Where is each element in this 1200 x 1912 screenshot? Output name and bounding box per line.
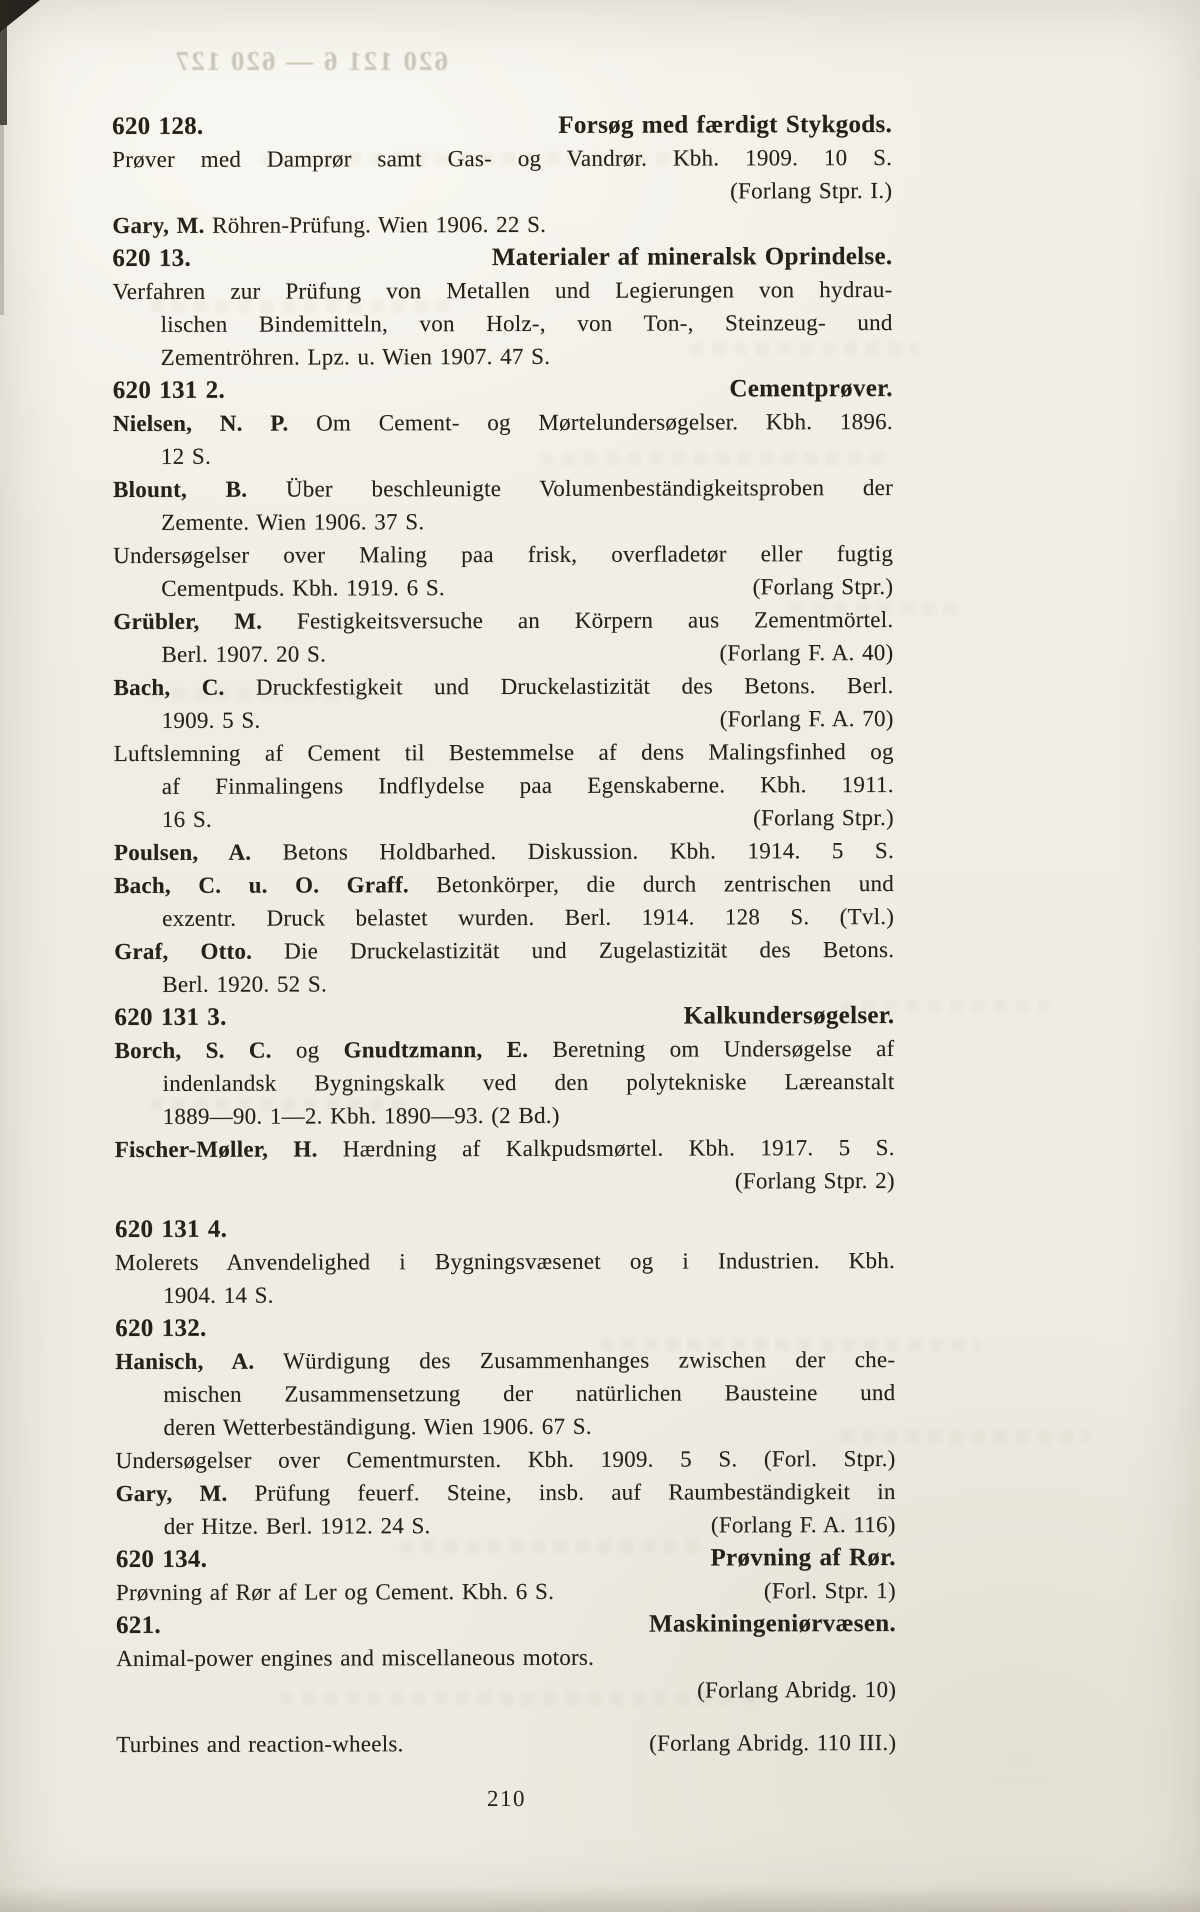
entry-line	[112, 207, 892, 242]
entry-text: Borch, S. C. og Gnudtzmann, E. Beretning om Undersøgelse af	[114, 1035, 895, 1063]
entry-line	[114, 834, 894, 869]
entry-text: 620 13.	[112, 244, 192, 272]
section-header-line	[113, 372, 893, 407]
entry-right-text: (Forlang Stpr.)	[753, 804, 894, 831]
entry-line	[113, 603, 893, 638]
entry-line	[115, 1442, 895, 1477]
entry-text: 1889—90. 1—2. Kbh. 1890—93. (2 Bd.)	[162, 1102, 560, 1129]
entry-right-text: Cementprøver.	[729, 374, 893, 403]
entry-line	[113, 669, 893, 704]
entry-text: indenlandsk Bygningskalk ved den polytekniske Læreanstalt	[162, 1068, 895, 1096]
entry-line	[116, 1726, 896, 1761]
text-block	[112, 108, 896, 1813]
entry-text: lischen Bindemitteln, von Holz-, von Ton-, Steinzeug- und	[160, 309, 893, 337]
entry-text: 620 132.	[115, 1314, 207, 1342]
entry-line	[114, 966, 894, 1001]
page-number: 210	[486, 1785, 526, 1812]
entry-text: der Hitze. Berl. 1912. 24 S.	[163, 1513, 431, 1539]
section-header-line	[116, 1607, 896, 1642]
entry-text: 16 S.	[161, 806, 212, 832]
entry-text: Cementpuds. Kbh. 1919. 6 S.	[161, 575, 445, 601]
entry-text: Zementröhren. Lpz. u. Wien 1907. 47 S.	[160, 343, 551, 370]
entry-text: Poulsen, A. Betons Holdbarhed. Diskussion. Kbh. 1914. 5 S.	[113, 837, 894, 865]
entry-line	[114, 867, 894, 902]
entry-line	[113, 570, 893, 605]
entry-right-text: Kalkundersøgelser.	[683, 1001, 895, 1030]
entry-line	[114, 900, 894, 935]
section-header-line	[115, 1211, 895, 1246]
entry-line	[115, 1409, 895, 1444]
entry-text: 620 134.	[115, 1545, 208, 1573]
entry-line	[116, 1508, 896, 1543]
entry-right-text: Maskiningeniørvæsen.	[648, 1609, 897, 1638]
section-header-line	[114, 999, 894, 1034]
entry-right-text: Prøvning af Rør.	[710, 1543, 896, 1572]
entry-right-text: (Forlang F. A. 116)	[710, 1511, 896, 1538]
entry-text: Molerets Anvendelighed i Bygningsvæsenet og i Industrien. Kbh.	[114, 1247, 896, 1275]
entry-line	[113, 438, 893, 473]
entry-text: mischen Zusammensetzung der natürlichen Bausteine und	[163, 1379, 896, 1407]
entry-text: Zemente. Wien 1906. 37 S.	[161, 509, 425, 535]
entry-text: 620 131 2.	[112, 376, 226, 404]
entry-line	[116, 1673, 896, 1708]
entry-right-text: Materialer af mineralsk Oprindelse.	[491, 242, 893, 272]
entry-line	[115, 1131, 895, 1166]
entry-text: Fischer-Møller, H. Hærdning af Kalkpudsmørtel. Kbh. 1917. 5 S.	[114, 1134, 895, 1162]
entry-text: 620 128.	[112, 112, 204, 140]
entry-right-text: (Forlang F. A. 40)	[719, 639, 894, 666]
entry-right-text: (Forlang Abridg. 110 III.)	[649, 1729, 897, 1756]
entry-text: Gary, M. Prüfung feuerf. Steine, insb. auf Raumbeständigkeit in	[115, 1478, 896, 1506]
entry-text: Nielsen, N. P. Om Cement- og Mørtelundersøgelser. Kbh. 1896.	[112, 408, 893, 436]
entry-line	[115, 1343, 895, 1378]
entry-line	[113, 636, 893, 671]
entry-line	[114, 768, 894, 803]
entry-line	[112, 273, 892, 308]
entry-line	[113, 405, 893, 440]
entry-line	[115, 1376, 895, 1411]
section-header-line	[116, 1541, 896, 1576]
entry-line	[114, 933, 894, 968]
entry-line	[113, 339, 893, 374]
entry-text: Bach, C. u. O. Graff. Betonkörper, die durch zentrischen und	[113, 870, 895, 898]
entry-line	[115, 1164, 895, 1199]
entry-text: 1904. 14 S.	[163, 1282, 274, 1308]
entry-text: Turbines and reaction-wheels.	[116, 1731, 404, 1757]
entry-text: Blount, B. Über beschleunigte Volumenbeständigkeitsproben der	[112, 474, 894, 502]
entry-right-text: Forsøg med færdigt Stykgods.	[558, 110, 893, 139]
entry-right-text: (Forlang Stpr. 2)	[734, 1167, 895, 1194]
entry-text: deren Wetterbeständigung. Wien 1906. 67 S.	[163, 1413, 592, 1440]
entry-right-text: (Forlang F. A. 70)	[719, 705, 894, 732]
entry-line	[115, 1065, 895, 1100]
entry-line	[113, 471, 893, 506]
section-header-line	[115, 1310, 895, 1345]
entry-text: Hanisch, A. Würdigung des Zusammenhanges zwischen der che-	[115, 1346, 896, 1374]
entry-right-text: (Forlang Stpr. I.)	[730, 177, 893, 204]
section-header-line	[112, 108, 892, 143]
entry-line	[116, 1574, 896, 1609]
entry-text: 620 131 3.	[114, 1003, 227, 1031]
entry-line	[113, 537, 893, 572]
entry-text: 12 S.	[160, 443, 211, 469]
entry-text: Prøver med Damprør samt Gas- og Vandrør. Kbh. 1909. 10 S.	[112, 144, 893, 172]
entry-text: Bach, C. Druckfestigkeit und Druckelastizität des Betons. Berl.	[113, 672, 894, 700]
entry-text: Animal-power engines and miscellaneous motors.	[116, 1644, 595, 1671]
entry-line	[114, 735, 894, 770]
entry-line	[114, 702, 894, 737]
entry-line	[116, 1475, 896, 1510]
entry-text: Gary, M. Röhren-Prüfung. Wien 1906. 22 S.	[112, 211, 547, 238]
entry-text: exzentr. Druck belastet wurden. Berl. 1914. 128 S. (Tvl.)	[162, 903, 895, 931]
entry-text: Berl. 1907. 20 S.	[161, 641, 327, 667]
entry-text: af Finmalingens Indflydelse paa Egenskaberne. Kbh. 1911.	[161, 771, 894, 799]
entry-line	[115, 1098, 895, 1133]
section-header-line	[112, 240, 892, 275]
entry-text: Verfahren zur Prüfung von Metallen und Legierungen von hydrau-	[112, 276, 893, 304]
entry-line	[114, 801, 894, 836]
scan-artifact-bottom-shade	[0, 1886, 1200, 1912]
entry-line	[113, 306, 893, 341]
entry-text: Grübler, M. Festigkeitsversuche an Körpern aus Zementmörtel.	[113, 606, 894, 634]
entry-line	[116, 1640, 896, 1675]
entry-text: Undersøgelser over Maling paa frisk, overfladetør eller fugtig	[113, 540, 894, 568]
entry-line	[114, 1032, 894, 1067]
entry-right-text: (Forlang Stpr.)	[752, 573, 894, 600]
entry-line	[112, 174, 892, 209]
entry-line	[115, 1244, 895, 1279]
entry-text: 621.	[115, 1611, 161, 1639]
entry-text: Berl. 1920. 52 S.	[162, 971, 327, 997]
entry-right-text: (Forlang Abridg. 10)	[697, 1676, 897, 1703]
entry-text: Graf, Otto. Die Druckelastizität und Zugelastizität des Betons.	[114, 936, 895, 964]
scan-artifact-left-edge	[0, 0, 7, 125]
entry-line	[112, 141, 892, 176]
entry-text: 1909. 5 S.	[161, 707, 261, 733]
scan-artifact-left-edge-fade	[0, 125, 4, 315]
entry-line	[113, 504, 893, 539]
entry-text: 620 131 4.	[114, 1215, 228, 1243]
entry-text: Prøvning af Rør af Ler og Cement. Kbh. 6 S.	[115, 1578, 555, 1605]
entry-text: Undersøgelser over Cementmursten. Kbh. 1909. 5 S. (Forl. Stpr.)	[115, 1445, 896, 1473]
ghost-header: 620 121 6 — 620 127	[173, 46, 448, 76]
entry-line	[115, 1277, 895, 1312]
entry-text: Luftslemning af Cement til Bestemmelse af dens Malingsfinhed og	[113, 738, 894, 766]
entry-right-text: (Forl. Stpr. 1)	[763, 1577, 896, 1604]
